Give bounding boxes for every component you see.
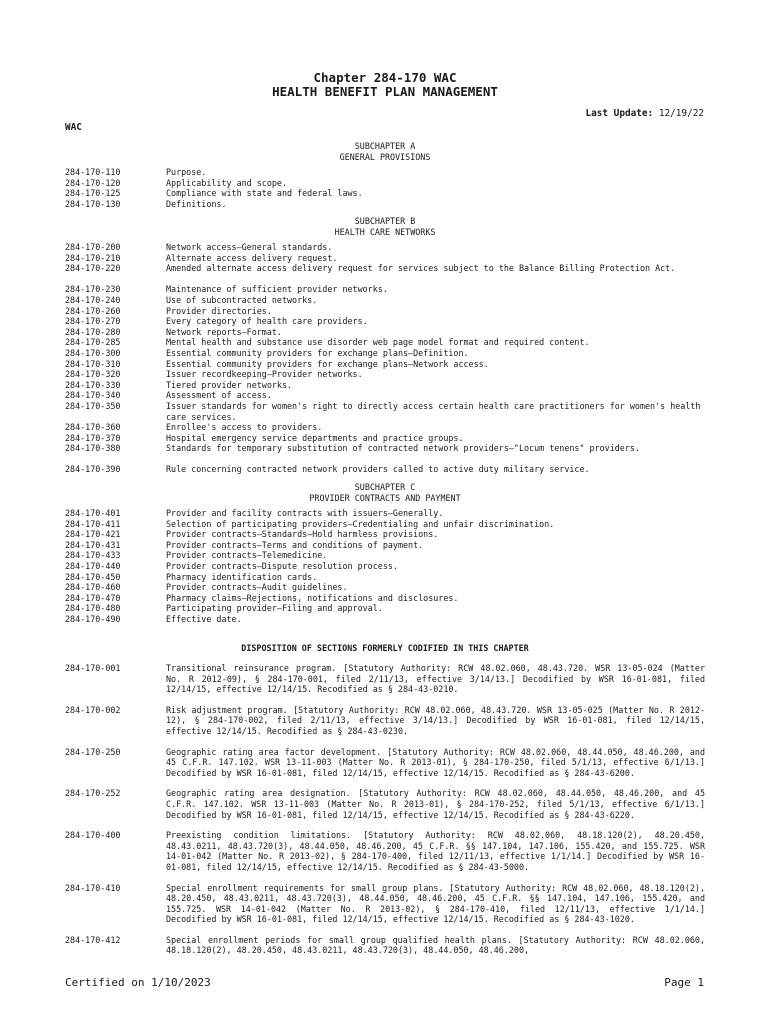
section-row[interactable] <box>0 359 770 370</box>
disposition-row <box>0 747 770 779</box>
section-title: Essential community providers for exchange plans—Network access. <box>166 358 489 369</box>
section-number: 284-170-410 <box>65 882 121 893</box>
section-number: 284-170-400 <box>65 830 121 841</box>
section-number: 284-170-002 <box>65 704 121 715</box>
disposition-row <box>0 935 770 956</box>
disposition-list <box>0 663 770 966</box>
section-number[interactable]: 284-170-110 <box>65 167 121 177</box>
page-number: Page 1 <box>664 976 704 989</box>
section-title: Provider contracts—Terms and conditions of payment. <box>166 539 424 550</box>
disposition-text: Preexisting condition limitations. [Statutory Authority: RCW 48.02.060, 48.18.120(2), 48.20.450, 48.43.0211, 48.43.720(3), 48.44.050, 48.46.200, 45 C.F.R. §§ 147.104, 147.106, 155.420, and 155.725. WSR 14-01-042 (Matter No. R 2013-02), § 284-170-400, filed 12/11/13, effective 1/1/14.] Decodified by WSR 16-01-081, filed 12/14/15, effective 12/14/15. Recodified as § 284-43-5000. <box>166 830 705 872</box>
last-update-value: 12/19/22 <box>658 108 704 119</box>
section-number[interactable]: 284-170-350 <box>65 400 121 411</box>
disposition-row <box>0 705 770 737</box>
section-row[interactable] <box>0 306 770 317</box>
section-row[interactable] <box>0 390 770 401</box>
section-number[interactable]: 284-170-480 <box>65 603 121 614</box>
disposition-text: Geographic rating area designation. [Statutory Authority: RCW 48.02.060, 48.44.050, 48.46.200, and 45 C.F.R. 147.102. WSR 13-11-003 (Matter No. R 2013-01), § 284-170-252, filed 5/1/13, effective 6/1/13.] Decodified by WSR 16-01-081, filed 12/14/15, effective 12/14/15. Recodified as § 284-43-6220. <box>166 788 705 820</box>
section-row[interactable] <box>0 464 770 475</box>
section-row[interactable] <box>0 242 770 253</box>
section-title: Provider contracts—Standards—Hold harmless provisions. <box>166 529 439 540</box>
subchapter-label: SUBCHAPTER B <box>354 216 416 226</box>
disposition-row <box>0 663 770 695</box>
section-row[interactable] <box>0 433 770 444</box>
section-title: Pharmacy claims—Rejections, notifications and disclosures. <box>166 592 459 603</box>
section-number[interactable]: 284-170-431 <box>65 539 121 550</box>
section-row[interactable] <box>0 550 770 561</box>
section-title: Amended alternate access delivery request for services subject to the Balance Billing Protection Act. <box>166 263 676 274</box>
subchapter-name: GENERAL PROVISIONS <box>339 151 431 162</box>
section-number[interactable]: 284-170-230 <box>65 284 121 295</box>
section-number[interactable]: 284-170-260 <box>65 305 121 316</box>
section-number[interactable]: 284-170-270 <box>65 316 121 327</box>
section-title: Rule concerning contracted network providers called to active duty military service. <box>166 464 590 475</box>
last-update-label: Last Update: <box>585 108 654 119</box>
section-title: Maintenance of sufficient provider networks. <box>166 284 388 295</box>
section-number[interactable]: 284-170-440 <box>65 560 121 571</box>
section-row[interactable] <box>0 316 770 327</box>
section-title: Provider and facility contracts with issuers—Generally. <box>166 508 444 518</box>
section-number[interactable]: 284-170-411 <box>65 518 121 529</box>
section-title: Standards for temporary substitution of contracted network providers—"Locum tenens" providers. <box>166 443 640 454</box>
chapter-title: Chapter 284-170 WAC <box>313 70 457 85</box>
section-number[interactable]: 284-170-470 <box>65 592 121 603</box>
section-title: Definitions. <box>166 198 227 209</box>
section-number[interactable]: 284-170-220 <box>65 263 121 274</box>
section-row[interactable] <box>0 327 770 338</box>
section-row[interactable] <box>0 369 770 380</box>
section-row[interactable] <box>0 199 770 210</box>
section-row[interactable] <box>0 519 770 530</box>
section-row[interactable] <box>0 188 770 199</box>
section-title: Effective date. <box>166 613 242 624</box>
last-update <box>585 108 704 119</box>
section-title: Provider contracts—Telemedicine. <box>166 550 328 561</box>
section-number[interactable]: 284-170-125 <box>65 188 121 199</box>
disposition-row <box>0 788 770 820</box>
section-number[interactable]: 284-170-280 <box>65 326 121 337</box>
subchapter-name: PROVIDER CONTRACTS AND PAYMENT <box>309 492 461 503</box>
section-title: Compliance with state and federal laws. <box>166 188 363 199</box>
section-row[interactable] <box>0 284 770 295</box>
section-title: Purpose. <box>166 167 207 177</box>
section-number[interactable]: 284-170-310 <box>65 358 121 369</box>
chapter-subtitle: HEALTH BENEFIT PLAN MANAGEMENT <box>272 84 498 99</box>
section-number[interactable]: 284-170-285 <box>65 337 121 348</box>
section-number[interactable]: 284-170-490 <box>65 613 121 624</box>
section-number[interactable]: 284-170-210 <box>65 252 121 263</box>
section-title: Provider contracts—Dispute resolution process. <box>166 560 398 571</box>
section-title: Tiered provider networks. <box>166 379 293 390</box>
section-row[interactable] <box>0 540 770 551</box>
section-row[interactable] <box>0 422 770 433</box>
subchapter-b-heading <box>0 216 770 237</box>
section-number[interactable]: 284-170-401 <box>65 508 121 518</box>
subchapter-c-heading <box>0 482 770 503</box>
section-title: Participating provider—Filing and approval. <box>166 603 383 614</box>
section-number: 284-170-412 <box>65 934 121 945</box>
disposition-text: Risk adjustment program. [Statutory Authority: RCW 48.02.060, 48.43.720. WSR 13-05-025 (Matter No. R 2012-12), § 284-170-002, filed 2/11/13, effective 3/14/13.] Decodified by WSR 16-01-081, filed 12/14/15, effective 12/14/15. Recodified as § 284-43-0230. <box>166 704 705 736</box>
disposition-row <box>0 883 770 925</box>
subchapter-label: SUBCHAPTER C <box>354 482 416 492</box>
certified-date: Certified on 1/10/2023 <box>65 976 211 989</box>
section-row[interactable] <box>0 337 770 348</box>
section-title: Hospital emergency service departments and practice groups. <box>166 432 464 443</box>
section-title: Mental health and substance use disorder web page model format and required content. <box>166 337 590 348</box>
section-title: Applicability and scope. <box>166 177 288 188</box>
section-row[interactable] <box>0 263 770 284</box>
disposition-text: Special enrollment periods for small group qualified health plans. [Statutory Authority: RCW 48.02.060, 48.18.120(2), 48.20.450, 48.43.0211, 48.43.720(3), 48.44.050, 48.46.200, <box>166 934 705 956</box>
section-number: 284-170-001 <box>65 663 121 673</box>
section-number[interactable]: 284-170-130 <box>65 198 121 209</box>
disposition-row <box>0 830 770 872</box>
section-number[interactable]: 284-170-300 <box>65 347 121 358</box>
section-number[interactable]: 284-170-421 <box>65 529 121 540</box>
section-number[interactable]: 284-170-120 <box>65 177 121 188</box>
section-title: Pharmacy identification cards. <box>166 571 318 582</box>
disposition-heading: DISPOSITION OF SECTIONS FORMERLY CODIFIED IN THIS CHAPTER <box>241 643 529 653</box>
wac-label: WAC <box>65 122 82 133</box>
section-title: Provider contracts—Audit guidelines. <box>166 582 348 593</box>
section-row[interactable] <box>0 529 770 540</box>
section-row[interactable] <box>0 593 770 604</box>
section-title: Essential community providers for exchange plans—Definition. <box>166 347 469 358</box>
section-title: Issuer standards for women's right to directly access certain health care practitioners for women's health care services. <box>166 400 701 422</box>
section-row[interactable] <box>0 508 770 519</box>
section-row[interactable] <box>0 582 770 593</box>
subchapter-c-list <box>0 508 770 625</box>
section-title: Selection of participating providers—Credentialing and unfair discrimination. <box>166 518 555 529</box>
disposition-text: Geographic rating area factor development. [Statutory Authority: RCW 48.02.060, 48.44.050, 48.46.200, and 45 C.F.R. 147.102. WSR 13-11-003 (Matter No. R 2013-01), § 284-170-250, filed 5/1/13, effective 6/1/13.] Decodified by WSR 16-01-081, filed 12/14/15, effective 12/14/15. Recodified as § 284-43-6200. <box>166 746 705 778</box>
section-title: Network access—General standards. <box>166 242 333 252</box>
section-number[interactable]: 284-170-450 <box>65 571 121 582</box>
section-title: Issuer recordkeeping—Provider networks. <box>166 369 363 380</box>
section-number[interactable]: 284-170-340 <box>65 390 121 401</box>
section-title: Use of subcontracted networks. <box>166 294 318 305</box>
section-row[interactable] <box>0 443 770 464</box>
section-number: 284-170-250 <box>65 746 121 757</box>
section-row[interactable] <box>0 167 770 178</box>
subchapter-label: SUBCHAPTER A <box>354 141 416 151</box>
section-number[interactable]: 284-170-380 <box>65 443 121 454</box>
section-row[interactable] <box>0 603 770 614</box>
section-title: Network reports—Format. <box>166 326 282 337</box>
section-title: Assessment of access. <box>166 390 272 401</box>
section-number[interactable]: 284-170-320 <box>65 369 121 380</box>
disposition-text: Transitional reinsurance program. [Statutory Authority: RCW 48.02.060, 48.43.720. WSR 13-05-024 (Matter No. R 2012-09), § 284-170-001, filed 2/11/13, effective 3/14/13.] Decodified by WSR 16-01-081, filed 12/14/15, effective 12/14/15. Recodified as § 284-43-0210. <box>166 663 705 695</box>
section-number: 284-170-252 <box>65 788 121 799</box>
subchapter-a-heading <box>0 141 770 162</box>
section-number[interactable]: 284-170-370 <box>65 432 121 443</box>
section-row[interactable] <box>0 401 770 422</box>
subchapter-b-list <box>0 242 770 475</box>
disposition-text: Special enrollment requirements for small group plans. [Statutory Authority: RCW 48.02.060, 48.18.120(2), 48.20.450, 48.43.0211, 48.43.720(3), 48.44.050, 48.46.200, 45 C.F.R. §§ 147.104, 147.106, 155.420, and 155.725. WSR 14-01-042 (Matter No. R 2013-02), § 284-170-410, filed 12/11/13, effective 1/1/14.] Decodified by WSR 16-01-081, filed 12/14/15, effective 12/14/15. Recodified as § 284-43-1020. <box>166 882 705 925</box>
subchapter-a-list <box>0 167 770 209</box>
section-title: Enrollee's access to providers. <box>166 422 323 433</box>
section-number[interactable]: 284-170-460 <box>65 582 121 593</box>
section-title: Provider directories. <box>166 305 272 316</box>
section-row[interactable] <box>0 614 770 625</box>
section-title: Every category of health care providers. <box>166 316 368 327</box>
section-row[interactable] <box>0 253 770 264</box>
section-number[interactable]: 284-170-433 <box>65 550 121 561</box>
section-number[interactable]: 284-170-330 <box>65 379 121 390</box>
section-number[interactable]: 284-170-200 <box>65 242 121 252</box>
section-number[interactable]: 284-170-360 <box>65 422 121 433</box>
section-row[interactable] <box>0 178 770 189</box>
section-number[interactable]: 284-170-390 <box>65 464 121 475</box>
section-row[interactable] <box>0 561 770 572</box>
subchapter-name: HEALTH CARE NETWORKS <box>334 226 436 237</box>
section-row[interactable] <box>0 295 770 306</box>
section-number[interactable]: 284-170-240 <box>65 294 121 305</box>
section-row[interactable] <box>0 348 770 359</box>
section-row[interactable] <box>0 572 770 583</box>
section-row[interactable] <box>0 380 770 391</box>
section-title: Alternate access delivery request. <box>166 252 338 263</box>
